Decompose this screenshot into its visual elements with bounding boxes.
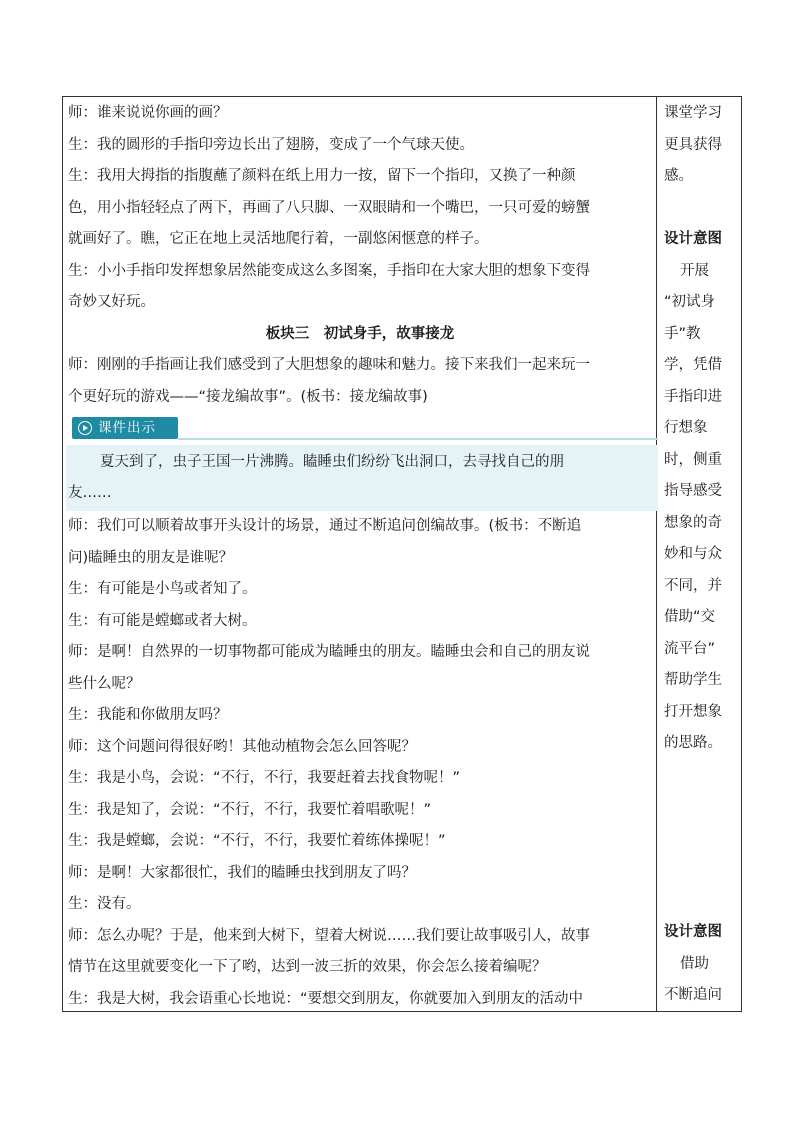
text-line: 师：是啊！大家都很忙，我们的瞌睡虫找到朋友了吗？ xyxy=(68,864,416,881)
side-line: 借助 xyxy=(680,955,709,972)
side-line: 帮助学生 xyxy=(664,672,722,688)
text-line: 生：小小手指印发挥想象居然能变成这么多图案，手指印在大家大胆的想象下变得 xyxy=(68,262,590,279)
text-line: 师：谁来说说你画的画？ xyxy=(68,105,228,121)
design-intent-title: 设计意图 xyxy=(664,924,722,940)
side-line: 开展 xyxy=(680,262,709,279)
text-line: 师：是啊！自然界的一切事物都可能成为瞌睡虫的朋友。瞌睡虫会和自己的朋友说 xyxy=(68,644,590,660)
play-icon xyxy=(78,421,92,435)
side-line: 手指印进 xyxy=(664,388,722,405)
text-line: 生：我是知了，会说：“不行，不行，我要忙着唱歌呢！” xyxy=(68,801,432,818)
side-line: 感。 xyxy=(664,168,693,184)
side-line: 想象的奇 xyxy=(664,514,722,531)
text-line: 个更好玩的游戏——“接龙编故事”。(板书：接龙编故事) xyxy=(68,388,428,405)
text-line: 生：我能和你做朋友吗？ xyxy=(68,707,228,723)
text-line: 生：我是小鸟，会说：“不行，不行，我要赶着去找食物呢！” xyxy=(68,770,461,786)
side-spacer xyxy=(664,193,738,225)
side-line: 时，侧重 xyxy=(664,451,722,468)
side-line: 打开想象 xyxy=(664,703,722,720)
text-line: 生：我用大拇指的指腹蘸了颜料在纸上用力一按，留下一个指印，又换了一种颜 xyxy=(68,168,576,184)
text-line: 生：有可能是螳螂或者大树。 xyxy=(68,612,257,629)
side-line: 不断追问 xyxy=(664,987,722,1003)
badge-label: 课件出示 xyxy=(98,420,156,436)
text-line: 就画好了。瞧，它正在地上灵活地爬行着，一副悠闲惬意的样子。 xyxy=(68,231,489,247)
courseware-badge xyxy=(72,417,178,439)
box-line: 友…… xyxy=(68,485,112,501)
text-line: 些什么呢？ xyxy=(68,675,141,692)
banner-rule xyxy=(178,438,658,440)
side-line: 不同，并 xyxy=(664,577,722,594)
side-spacer xyxy=(664,886,738,918)
main-column xyxy=(68,98,652,1015)
text-line: 师：这个问题问得很好哟！其他动植物会怎么回答呢？ xyxy=(68,738,416,755)
side-line: 妙和与众 xyxy=(664,546,722,562)
side-line: 行想象 xyxy=(664,420,708,436)
text-line: 问)瞌睡虫的朋友是谁呢？ xyxy=(68,549,234,566)
side-line: 手”教 xyxy=(664,325,701,342)
side-line: 借助“交 xyxy=(664,609,716,625)
section-title: 板块三 初试身手，故事接龙 xyxy=(265,325,455,342)
text-line: 生：我是大树，我会语重心长地说：“要想交到朋友，你就要加入到朋友的活动中 xyxy=(68,990,584,1007)
side-line: 更具获得 xyxy=(664,136,722,153)
column-divider xyxy=(656,96,657,1012)
side-column xyxy=(664,98,738,1012)
text-line: 生：我是螳螂，会说：“不行，不行，我要忙着练体操呢！” xyxy=(68,833,446,849)
courseware-box xyxy=(66,445,658,511)
text-line: 奇妙又好玩。 xyxy=(68,294,155,310)
side-spacer xyxy=(664,823,738,855)
side-spacer xyxy=(664,791,738,823)
text-line: 师：怎么办呢？于是，他来到大树下，望着大树说……我们要让故事吸引人，故事 xyxy=(68,927,590,944)
side-line: 课堂学习 xyxy=(664,105,722,121)
text-line: 生：我的圆形的手指印旁边长出了翅膀，变成了一个气球天使。 xyxy=(68,136,474,153)
text-line: 师：刚刚的手指画让我们感受到了大胆想象的趣味和魅力。接下来我们一起来玩一 xyxy=(68,357,590,373)
box-line: 夏天到了，虫子王国一片沸腾。瞌睡虫们纷纷飞出洞口，去寻找自己的朋 xyxy=(100,454,564,470)
design-intent-title: 设计意图 xyxy=(664,231,722,247)
side-spacer xyxy=(664,854,738,886)
side-line: 指导感受 xyxy=(664,483,722,499)
text-line: 生：没有。 xyxy=(68,896,141,912)
text-line: 色，用小指轻轻点了两下，再画了八只脚、一双眼睛和一个嘴巴，一只可爱的螃蟹 xyxy=(68,199,590,216)
side-line: 流平台” xyxy=(664,640,716,657)
text-line: 师：我们可以顺着故事开头设计的场景，通过不断追问创编故事。(板书：不断追 xyxy=(68,518,582,534)
text-line: 生：有可能是小鸟或者知了。 xyxy=(68,581,257,597)
courseware-banner xyxy=(68,415,652,441)
side-spacer xyxy=(664,760,738,792)
text-line: 情节在这里就要变化一下了哟，达到一波三折的效果，你会怎么接着编呢？ xyxy=(68,959,547,975)
side-line: “初试身 xyxy=(664,294,716,310)
side-line: 的思路。 xyxy=(664,735,722,751)
side-line: 学，凭借 xyxy=(664,357,722,373)
